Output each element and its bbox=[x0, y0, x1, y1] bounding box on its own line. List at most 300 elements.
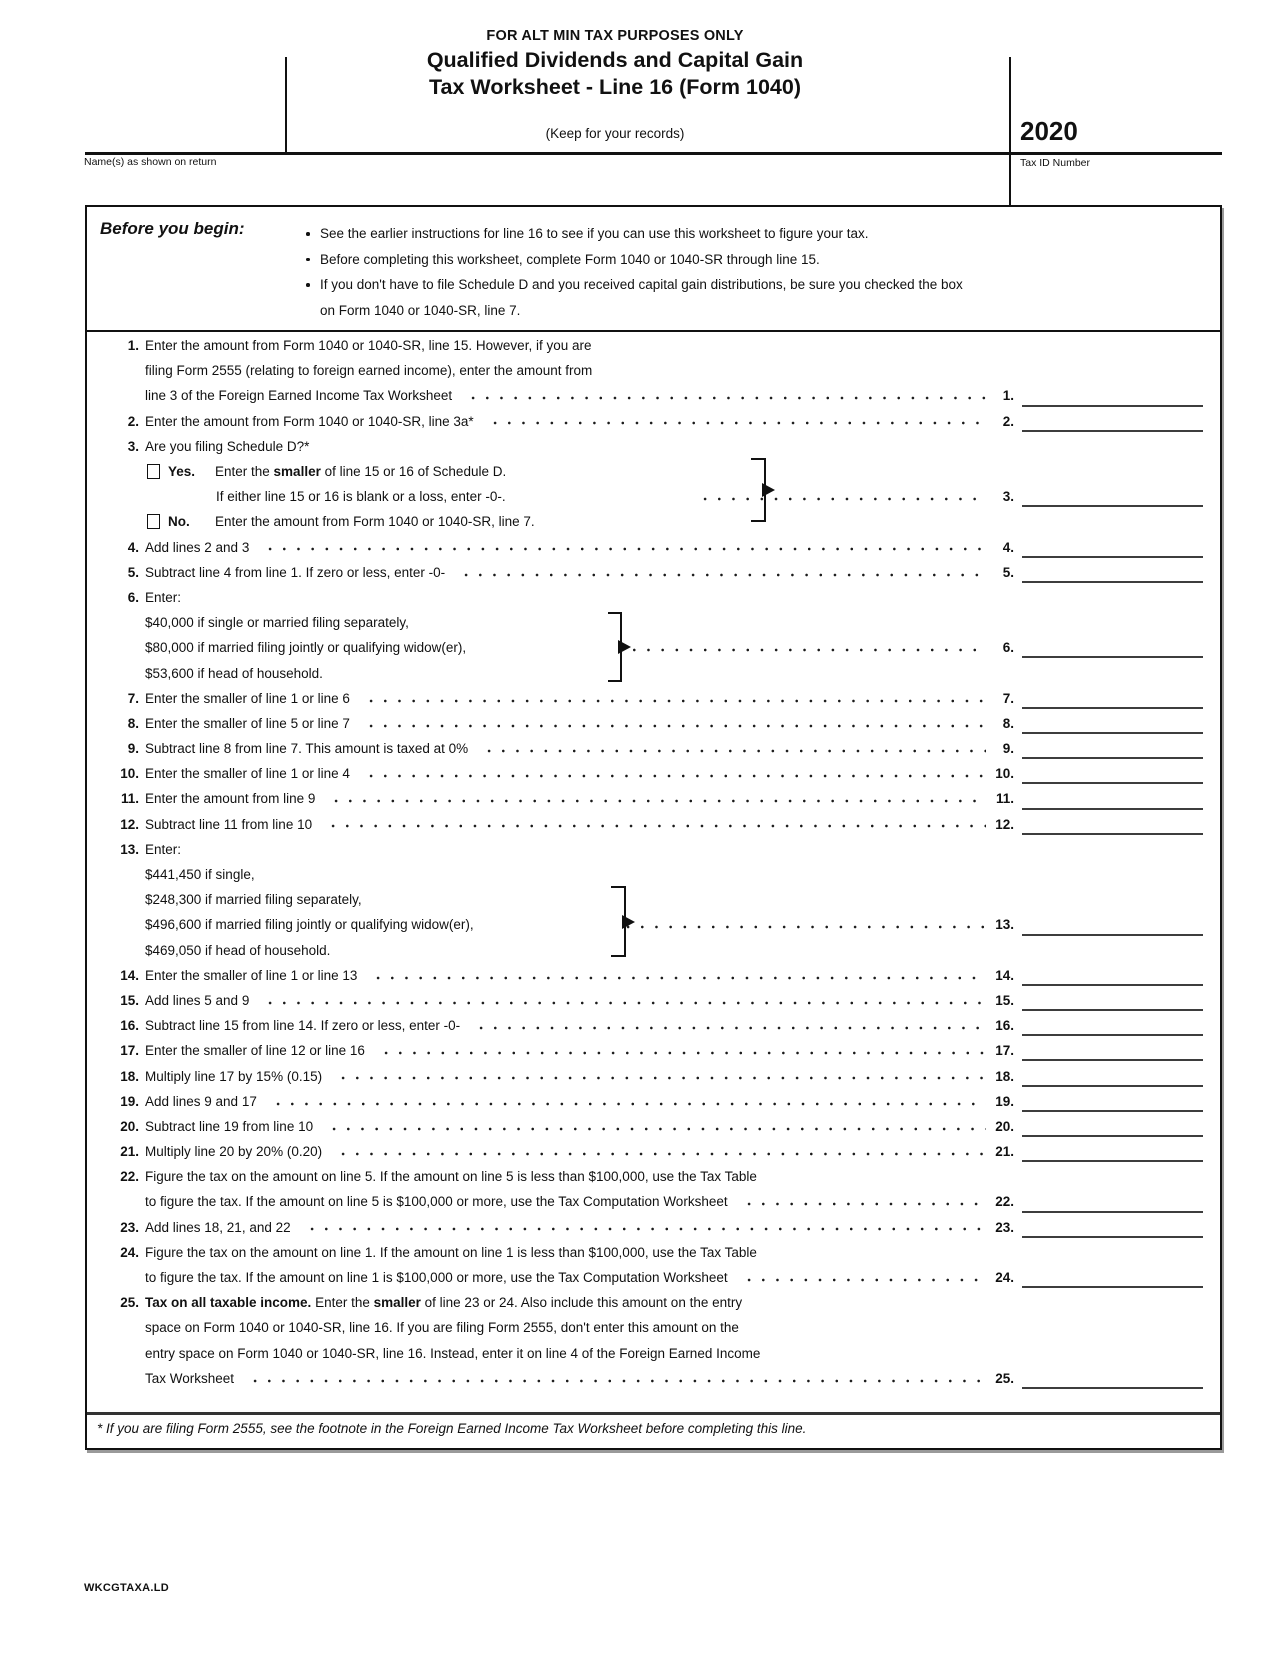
entry-line[interactable] bbox=[1022, 812, 1203, 835]
entry-number bbox=[992, 1315, 1022, 1340]
row-text bbox=[145, 1290, 992, 1315]
alt-min-notice: FOR ALT MIN TAX PURPOSES ONLY bbox=[486, 28, 744, 44]
header-divider-left bbox=[285, 57, 287, 152]
entry-line-empty bbox=[1022, 1164, 1203, 1189]
row-text bbox=[145, 912, 992, 937]
line-number: 22. bbox=[120, 1169, 139, 1185]
worksheet-row bbox=[87, 1265, 1220, 1290]
row-text-content: entry space on Form 1040 or 1040-SR, line 16. Instead, enter it on line 4 of the Foreign Earned Income bbox=[145, 1345, 761, 1361]
line-number bbox=[87, 1315, 145, 1340]
line-number bbox=[87, 610, 145, 635]
tax-id-input[interactable] bbox=[1012, 170, 1220, 203]
row-text-content: to figure the tax. If the amount on line 1 is $100,000 or more, use the Tax Computation Worksheet bbox=[145, 1270, 728, 1286]
header-rule bbox=[85, 152, 1222, 155]
row-text bbox=[145, 333, 992, 358]
name-input[interactable] bbox=[86, 170, 1006, 203]
entry-line-empty bbox=[1022, 509, 1203, 534]
dot-leader-icon bbox=[369, 963, 986, 988]
row-text-content: $441,450 if single, bbox=[145, 867, 255, 883]
keep-for-records-note: (Keep for your records) bbox=[545, 126, 685, 141]
worksheet-row bbox=[87, 1038, 1220, 1063]
entry-number: 20. bbox=[995, 1118, 1014, 1134]
bullet-item: See the earlier instructions for line 16 to see if you can use this worksheet to figure your tax. bbox=[304, 221, 1210, 247]
worksheet-row bbox=[87, 837, 1220, 862]
worksheet-row bbox=[87, 912, 1220, 937]
line-number: 2. bbox=[127, 413, 139, 429]
entry-line[interactable] bbox=[1022, 686, 1203, 709]
bullet-item-wrap: on Form 1040 or 1040-SR, line 7. bbox=[320, 302, 521, 318]
dot-leader-icon bbox=[619, 912, 986, 937]
dot-leader-icon bbox=[269, 1089, 986, 1114]
row-text bbox=[145, 383, 992, 408]
row-text-content: $496,600 if married filing jointly or qualifying widow(er), bbox=[145, 917, 474, 933]
entry-number: 2. bbox=[1002, 413, 1014, 429]
entry-number: 6. bbox=[1002, 640, 1014, 656]
row-text-content: Tax Worksheet bbox=[145, 1370, 235, 1386]
line-number bbox=[87, 459, 145, 484]
line-number: 25. bbox=[120, 1295, 139, 1311]
row-text-content: Enter the smaller of line 15 or 16 of Schedule D. bbox=[215, 464, 507, 480]
row-text bbox=[145, 1341, 992, 1366]
entry-number: 17. bbox=[995, 1043, 1014, 1059]
line-number: 21. bbox=[120, 1144, 139, 1160]
entry-line[interactable] bbox=[1022, 383, 1203, 406]
line-number: 8. bbox=[127, 715, 139, 731]
worksheet-row bbox=[87, 459, 1220, 484]
row-text bbox=[145, 1038, 992, 1063]
worksheet-row bbox=[87, 786, 1220, 811]
dot-leader-icon bbox=[334, 1139, 986, 1164]
dot-leader-icon bbox=[362, 686, 986, 711]
worksheet-row bbox=[87, 1089, 1220, 1114]
row-text-content: $80,000 if married filing jointly or qualifying widow(er), bbox=[145, 640, 467, 656]
dot-leader-icon bbox=[486, 409, 986, 434]
entry-line-empty bbox=[1022, 938, 1203, 963]
entry-number: 9. bbox=[1002, 741, 1014, 757]
entry-number: 16. bbox=[995, 1018, 1014, 1034]
row-text bbox=[145, 610, 992, 635]
form-title-line1: Qualified Dividends and Capital Gain bbox=[426, 48, 804, 72]
row-text bbox=[145, 1215, 992, 1240]
entry-number bbox=[992, 333, 1022, 358]
worksheet-row bbox=[87, 610, 1220, 635]
line-number: 23. bbox=[120, 1219, 139, 1235]
dot-leader-icon bbox=[327, 786, 986, 811]
bullet-item: Before completing this worksheet, complete Form 1040 or 1040-SR through line 15. bbox=[304, 247, 1210, 273]
checkbox[interactable] bbox=[147, 514, 160, 529]
entry-line[interactable] bbox=[1022, 761, 1203, 784]
checkbox-label: No. bbox=[168, 514, 190, 530]
row-text bbox=[145, 1315, 992, 1340]
entry-number: 24. bbox=[995, 1270, 1014, 1286]
form-title bbox=[270, 47, 960, 100]
line-number: 7. bbox=[127, 690, 139, 706]
entry-number: 21. bbox=[995, 1144, 1014, 1160]
row-text bbox=[145, 409, 992, 434]
entry-line[interactable] bbox=[1022, 1063, 1203, 1086]
worksheet-row bbox=[87, 1240, 1220, 1265]
entry-line[interactable] bbox=[1022, 912, 1203, 935]
worksheet-row bbox=[87, 1114, 1220, 1139]
dot-leader-icon bbox=[377, 1038, 986, 1063]
line-number bbox=[87, 383, 145, 408]
line-number bbox=[87, 1189, 145, 1214]
worksheet-row bbox=[87, 1063, 1220, 1088]
line-number: 19. bbox=[120, 1093, 139, 1109]
row-text-content: Enter the smaller of line 5 or line 7 bbox=[145, 715, 350, 731]
worksheet-row bbox=[87, 761, 1220, 786]
entry-number bbox=[992, 358, 1022, 383]
entry-line[interactable] bbox=[1022, 1189, 1203, 1212]
entry-number bbox=[992, 862, 1022, 887]
worksheet-row bbox=[87, 736, 1220, 761]
dot-leader-icon bbox=[362, 711, 986, 736]
worksheet-box bbox=[85, 205, 1222, 1450]
before-you-begin-label: Before you begin: bbox=[100, 219, 245, 238]
line13-brace-arrow-icon bbox=[611, 886, 626, 957]
line6-brace-arrow-icon bbox=[608, 612, 622, 682]
line-number: 20. bbox=[120, 1118, 139, 1134]
entry-line-empty bbox=[1022, 333, 1203, 358]
entry-number: 3. bbox=[1002, 489, 1014, 505]
row-text-content: filing Form 2555 (relating to foreign earned income), enter the amount from bbox=[145, 363, 593, 379]
entry-line-empty bbox=[1022, 887, 1203, 912]
dot-leader-icon bbox=[334, 1063, 986, 1088]
name-label: Name(s) as shown on return bbox=[84, 156, 217, 168]
row-text bbox=[145, 786, 992, 811]
line-number bbox=[87, 1265, 145, 1290]
row-text-content: Figure the tax on the amount on line 1. If the amount on line 1 is less than $100,000, use the Tax Table bbox=[145, 1244, 757, 1260]
row-text bbox=[145, 1265, 992, 1290]
row-text-content: line 3 of the Foreign Earned Income Tax Worksheet bbox=[145, 388, 453, 404]
row-text-content: space on Form 1040 or 1040-SR, line 16. If you are filing Form 2555, don't enter this amount on the bbox=[145, 1320, 739, 1336]
row-text bbox=[145, 1240, 992, 1265]
checkbox-label: Yes. bbox=[168, 464, 196, 480]
entry-number: 13. bbox=[995, 917, 1014, 933]
row-text bbox=[145, 434, 992, 459]
entry-line[interactable] bbox=[1022, 535, 1203, 558]
row-text-content: Enter: bbox=[145, 589, 182, 605]
entry-line[interactable] bbox=[1022, 711, 1203, 734]
row-text-content: Enter: bbox=[145, 841, 182, 857]
line-number bbox=[87, 358, 145, 383]
line-number bbox=[87, 938, 145, 963]
row-text bbox=[145, 711, 992, 736]
row-text bbox=[145, 761, 992, 786]
row-text-content: Figure the tax on the amount on line 5. If the amount on line 5 is less than $100,000, use the Tax Table bbox=[145, 1169, 757, 1185]
entry-number: 1. bbox=[1002, 388, 1014, 404]
entry-line[interactable] bbox=[1022, 560, 1203, 583]
row-text-content: Enter the smaller of line 1 or line 4 bbox=[145, 766, 350, 782]
worksheet-row bbox=[87, 686, 1220, 711]
dot-leader-icon bbox=[261, 988, 986, 1013]
row-text bbox=[145, 988, 992, 1013]
row-text-content: Add lines 5 and 9 bbox=[145, 992, 250, 1008]
entry-line[interactable] bbox=[1022, 1366, 1203, 1389]
row-text-content: $248,300 if married filing separately, bbox=[145, 892, 362, 908]
entry-line[interactable] bbox=[1022, 1114, 1203, 1137]
row-text-content: to figure the tax. If the amount on line 5 is $100,000 or more, use the Tax Computation Worksheet bbox=[145, 1194, 728, 1210]
row-text-content: Subtract line 15 from line 14. If zero or less, enter -0- bbox=[145, 1018, 461, 1034]
entry-line[interactable] bbox=[1022, 1038, 1203, 1061]
entry-number bbox=[992, 1240, 1022, 1265]
worksheet-row bbox=[87, 1215, 1220, 1240]
dot-leader-icon bbox=[480, 736, 986, 761]
line-number bbox=[87, 660, 145, 685]
row-text bbox=[145, 686, 992, 711]
entry-number bbox=[992, 585, 1022, 610]
row-text-content: Subtract line 4 from line 1. If zero or less, enter -0- bbox=[145, 564, 446, 580]
entry-line-empty bbox=[1022, 1341, 1203, 1366]
entry-number bbox=[992, 509, 1022, 534]
worksheet-row bbox=[87, 711, 1220, 736]
line-number: 13. bbox=[120, 841, 139, 857]
line-number bbox=[87, 635, 145, 660]
row-text-content: Enter the smaller of line 1 or line 6 bbox=[145, 690, 350, 706]
worksheet-row bbox=[87, 484, 1220, 509]
entry-number bbox=[992, 887, 1022, 912]
entry-number: 18. bbox=[995, 1068, 1014, 1084]
entry-number bbox=[992, 1290, 1022, 1315]
dot-leader-icon bbox=[325, 1114, 986, 1139]
row-text-content: Enter the amount from line 9 bbox=[145, 791, 316, 807]
row-text bbox=[145, 1013, 992, 1038]
entry-number: 14. bbox=[995, 967, 1014, 983]
entry-number bbox=[992, 459, 1022, 484]
entry-line-empty bbox=[1022, 1290, 1203, 1315]
worksheet-row bbox=[87, 1341, 1220, 1366]
tax-id-label: Tax ID Number bbox=[1020, 157, 1091, 169]
row-text-content: Subtract line 11 from line 10 bbox=[145, 816, 313, 832]
worksheet-row bbox=[87, 358, 1220, 383]
worksheet-row bbox=[87, 1189, 1220, 1214]
dot-leader-icon bbox=[303, 1215, 986, 1240]
line-number: 14. bbox=[120, 967, 139, 983]
entry-number bbox=[992, 434, 1022, 459]
footnote: * If you are filing Form 2555, see the footnote in the Foreign Earned Income Tax Worksheet before completing this line. bbox=[97, 1421, 807, 1436]
worksheet-row bbox=[87, 383, 1220, 408]
worksheet-row bbox=[87, 1290, 1220, 1315]
entry-line-empty bbox=[1022, 660, 1203, 685]
worksheet-row bbox=[87, 1366, 1220, 1391]
entry-number: 15. bbox=[995, 992, 1014, 1008]
entry-line[interactable] bbox=[1022, 786, 1203, 809]
worksheet-row bbox=[87, 1013, 1220, 1038]
row-text-content: Enter the smaller of line 12 or line 16 bbox=[145, 1043, 365, 1059]
worksheet-row bbox=[87, 409, 1220, 434]
row-text bbox=[145, 1089, 992, 1114]
dot-leader-icon bbox=[472, 1013, 986, 1038]
worksheet-row bbox=[87, 333, 1220, 358]
entry-line-empty bbox=[1022, 585, 1203, 610]
row-text-content: Subtract line 19 from line 10 bbox=[145, 1118, 314, 1134]
form-title-line2: Tax Worksheet - Line 16 (Form 1040) bbox=[429, 74, 801, 99]
tax-year: 2020 bbox=[1020, 116, 1078, 146]
entry-number: 10. bbox=[995, 766, 1014, 782]
entry-number: 7. bbox=[1002, 690, 1014, 706]
row-text-content: Multiply line 17 by 15% (0.15) bbox=[145, 1068, 323, 1084]
row-text bbox=[145, 635, 992, 660]
entry-line[interactable] bbox=[1022, 1265, 1203, 1288]
row-text bbox=[145, 1366, 992, 1391]
row-text bbox=[145, 1063, 992, 1088]
row-text bbox=[145, 660, 992, 685]
entry-number bbox=[992, 938, 1022, 963]
worksheet-row bbox=[87, 560, 1220, 585]
row-text bbox=[145, 459, 992, 484]
line-number bbox=[87, 887, 145, 912]
row-text bbox=[145, 736, 992, 761]
dot-leader-icon bbox=[246, 1366, 986, 1391]
entry-number: 23. bbox=[995, 1219, 1014, 1235]
entry-line-empty bbox=[1022, 610, 1203, 635]
entry-line[interactable] bbox=[1022, 484, 1203, 507]
entry-line-empty bbox=[1022, 1240, 1203, 1265]
entry-line-empty bbox=[1022, 837, 1203, 862]
line-number bbox=[87, 1341, 145, 1366]
entry-number: 4. bbox=[1002, 539, 1014, 555]
footnote-rule bbox=[87, 1412, 1220, 1415]
line-number: 24. bbox=[120, 1244, 139, 1260]
entry-number bbox=[992, 660, 1022, 685]
worksheet-row bbox=[87, 1315, 1220, 1340]
worksheet-row bbox=[87, 1139, 1220, 1164]
entry-number: 12. bbox=[995, 816, 1014, 832]
row-text bbox=[145, 963, 992, 988]
entry-number bbox=[992, 1341, 1022, 1366]
entry-number: 25. bbox=[995, 1370, 1014, 1386]
worksheet-row bbox=[87, 535, 1220, 560]
entry-line-empty bbox=[1022, 862, 1203, 887]
row-text bbox=[145, 585, 992, 610]
header-divider-right bbox=[1009, 57, 1011, 205]
row-text bbox=[145, 938, 992, 963]
line-number: 17. bbox=[120, 1043, 139, 1059]
form-code: WKCGTAXA.LD bbox=[84, 1582, 169, 1594]
before-you-begin-bullets bbox=[304, 221, 1210, 323]
dot-leader-icon bbox=[611, 635, 986, 660]
entry-number bbox=[992, 610, 1022, 635]
entry-line-empty bbox=[1022, 358, 1203, 383]
row-text-content: Multiply line 20 by 20% (0.20) bbox=[145, 1144, 323, 1160]
row-text bbox=[145, 1114, 992, 1139]
entry-line-empty bbox=[1022, 434, 1203, 459]
line-number: 10. bbox=[120, 766, 139, 782]
entry-line[interactable] bbox=[1022, 635, 1203, 658]
row-text bbox=[145, 358, 992, 383]
row-text-content: Add lines 18, 21, and 22 bbox=[145, 1219, 291, 1235]
entry-line[interactable] bbox=[1022, 1139, 1203, 1162]
entry-number: 11. bbox=[995, 791, 1014, 807]
row-text-content: Are you filing Schedule D?* bbox=[145, 438, 310, 454]
worksheet-lines bbox=[87, 333, 1220, 1391]
entry-line[interactable] bbox=[1022, 409, 1203, 432]
row-text bbox=[145, 560, 992, 585]
bullet-item: If you don't have to file Schedule D and you received capital gain distributions, be sure you checked the box bbox=[304, 272, 1210, 298]
dot-leader-icon bbox=[740, 1189, 986, 1214]
row-text-content: Enter the amount from Form 1040 or 1040-SR, line 15. However, if you are bbox=[145, 338, 592, 354]
line-number: 5. bbox=[127, 564, 139, 580]
worksheet-row bbox=[87, 862, 1220, 887]
row-text-content: Enter the amount from Form 1040 or 1040-SR, line 7. bbox=[215, 514, 535, 530]
line3-brace-arrow-icon bbox=[751, 458, 766, 522]
entry-line[interactable] bbox=[1022, 988, 1203, 1011]
entry-line-empty bbox=[1022, 459, 1203, 484]
row-text-content: $53,600 if head of household. bbox=[145, 665, 323, 681]
row-text-content: Subtract line 8 from line 7. This amount is taxed at 0% bbox=[145, 741, 469, 757]
entry-number: 22. bbox=[995, 1194, 1014, 1210]
row-text-content: Enter the smaller of line 1 or line 13 bbox=[145, 967, 358, 983]
row-text-content: Tax on all taxable income. Enter the smaller of line 23 or 24. Also include this amount on the entry bbox=[145, 1295, 743, 1311]
entry-number: 19. bbox=[995, 1093, 1014, 1109]
row-text bbox=[145, 887, 992, 912]
entry-line[interactable] bbox=[1022, 1013, 1203, 1036]
dot-leader-icon bbox=[362, 761, 986, 786]
worksheet-row bbox=[87, 635, 1220, 660]
row-text bbox=[145, 837, 992, 862]
row-text bbox=[145, 1189, 992, 1214]
line-number: 18. bbox=[120, 1068, 139, 1084]
row-text-content: If either line 15 or 16 is blank or a loss, enter -0-. bbox=[216, 489, 506, 505]
row-text bbox=[145, 862, 992, 887]
dot-leader-icon bbox=[464, 383, 986, 408]
line-number bbox=[87, 862, 145, 887]
entry-line[interactable] bbox=[1022, 1215, 1203, 1238]
worksheet-row bbox=[87, 434, 1220, 459]
line-number bbox=[87, 484, 145, 509]
row-text-content: $469,050 if head of household. bbox=[145, 942, 331, 958]
row-text bbox=[145, 509, 992, 534]
worksheet-row bbox=[87, 988, 1220, 1013]
entry-line[interactable] bbox=[1022, 1089, 1203, 1112]
line-number: 12. bbox=[120, 816, 139, 832]
row-text bbox=[145, 535, 992, 560]
checkbox[interactable] bbox=[147, 464, 160, 479]
entry-number bbox=[992, 1164, 1022, 1189]
worksheet-row bbox=[87, 1164, 1220, 1189]
dot-leader-icon bbox=[696, 484, 986, 509]
worksheet-row bbox=[87, 660, 1220, 685]
row-text bbox=[145, 1164, 992, 1189]
line-number: 11. bbox=[120, 791, 139, 807]
entry-number bbox=[992, 837, 1022, 862]
line-number bbox=[87, 1366, 145, 1391]
row-text bbox=[145, 1139, 992, 1164]
line-number: 16. bbox=[120, 1018, 139, 1034]
worksheet-row bbox=[87, 938, 1220, 963]
entry-line[interactable] bbox=[1022, 963, 1203, 986]
row-text-content: Add lines 2 and 3 bbox=[145, 539, 250, 555]
worksheet-row bbox=[87, 963, 1220, 988]
line-number: 6. bbox=[127, 589, 139, 605]
line-number bbox=[87, 912, 145, 937]
entry-number: 8. bbox=[1002, 715, 1014, 731]
worksheet-row bbox=[87, 509, 1220, 534]
entry-number: 5. bbox=[1002, 564, 1014, 580]
header bbox=[270, 28, 960, 100]
row-text bbox=[145, 812, 992, 837]
line-number bbox=[87, 509, 145, 534]
row-text bbox=[145, 484, 992, 509]
dot-leader-icon bbox=[740, 1265, 986, 1290]
line-number: 1. bbox=[127, 338, 139, 354]
row-text-content: $40,000 if single or married filing separately, bbox=[145, 615, 409, 631]
row-text-content: Add lines 9 and 17 bbox=[145, 1093, 257, 1109]
before-you-begin-section bbox=[87, 207, 1220, 332]
line-number: 15. bbox=[120, 992, 139, 1008]
entry-line[interactable] bbox=[1022, 736, 1203, 759]
line-number: 3. bbox=[127, 438, 139, 454]
